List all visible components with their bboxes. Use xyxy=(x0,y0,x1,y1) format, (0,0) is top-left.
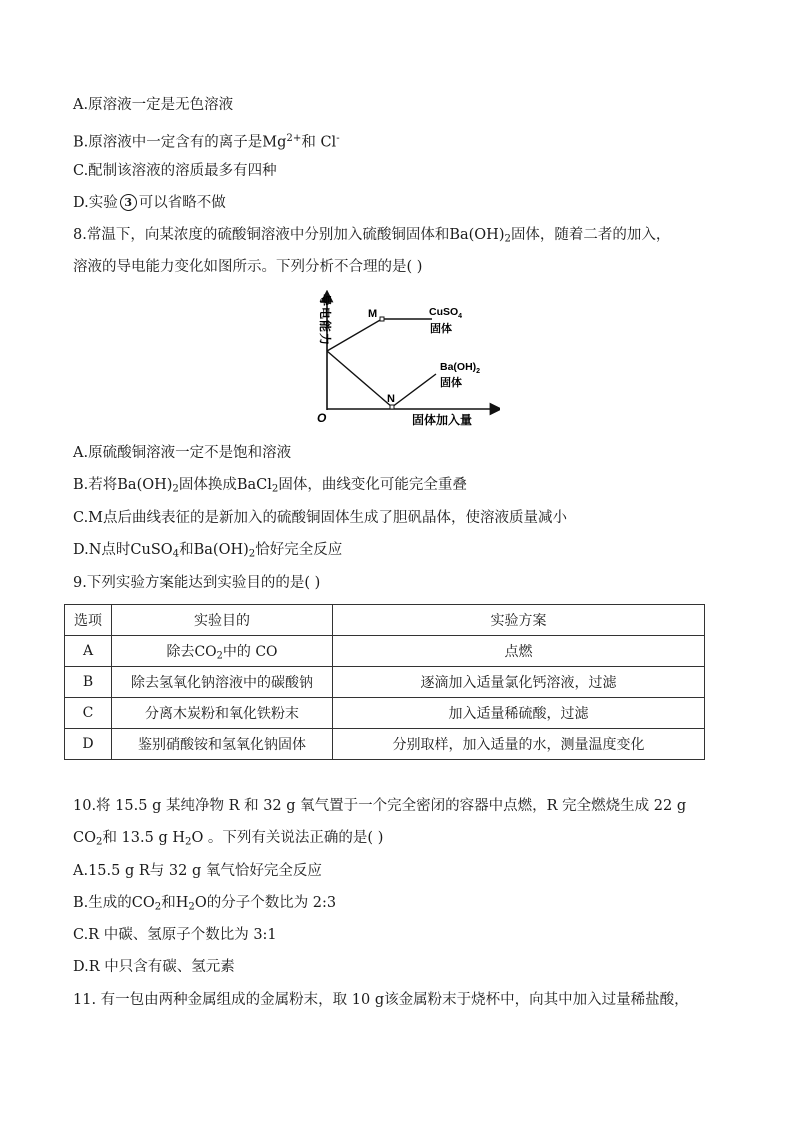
option-cell: A xyxy=(65,636,112,667)
q7-option-b xyxy=(73,129,340,153)
point-m-label: M xyxy=(368,308,378,320)
option-cell: D xyxy=(65,729,112,760)
subscript: 2 xyxy=(154,901,162,913)
q8-option-d-text-2: 和Ba(OH) xyxy=(179,542,249,558)
table-row xyxy=(65,729,705,760)
q8-stem-text-2: 固体，随着二者的加入， xyxy=(510,227,671,243)
baoh2-curve xyxy=(327,351,436,407)
q10-stem-line2 xyxy=(73,828,383,853)
q11-stem: 11. 有一包由两种金属组成的金属粉末，取 10 g该金属粉末于烧杯中，向其中加入过量稀盐酸， xyxy=(73,992,689,1008)
q8-option-b xyxy=(73,475,467,500)
q10-option-b-text: B.生成的CO xyxy=(73,895,155,911)
cuso4-formula: CuSO xyxy=(429,306,459,318)
subscript: 2 xyxy=(248,548,256,560)
plan-cell: 点燃 xyxy=(333,636,705,667)
q10-stem-text-2: 和 13.5 g H xyxy=(102,830,185,846)
goal-text: 除去CO xyxy=(166,643,217,660)
q8-option-b-text-3: 固体，曲线变化可能完全重叠 xyxy=(278,477,467,493)
q8-option-c: C.M点后曲线表征的是新加入的硫酸铜固体生成了胆矾晶体，使溶液质量减小 xyxy=(73,510,568,526)
q8-option-a: A.原硫酸铜溶液一定不是饱和溶液 xyxy=(73,445,292,461)
cuso4-subscript: 4 xyxy=(458,313,463,320)
q9-table xyxy=(64,604,705,760)
q10-stem-text-3: O 。下列有关说法正确的是( ) xyxy=(191,830,384,846)
table-row xyxy=(65,698,705,729)
q7-option-a: A.原溶液一定是无色溶液 xyxy=(73,97,234,113)
q10-option-c: C.R 中碳、氢原子个数比为 3:1 xyxy=(73,927,277,943)
q7-option-b-text-2: 和 Cl xyxy=(301,134,337,151)
point-n-label: N xyxy=(387,393,395,405)
subscript: 4 xyxy=(172,548,180,560)
subscript: 2 xyxy=(172,483,179,495)
superscript: - xyxy=(336,133,340,144)
goal-cell: 除去氢氧化钠溶液中的碳酸钠 xyxy=(112,667,333,698)
subscript: 2 xyxy=(504,233,511,245)
q10-option-d: D.R 中只含有碳、氢元素 xyxy=(73,959,235,975)
table-row xyxy=(65,667,705,698)
cuso4-solid-label: 固体 xyxy=(430,323,452,335)
baoh2-formula: Ba(OH) xyxy=(440,361,477,373)
point-m-marker xyxy=(380,317,384,321)
cuso4-label xyxy=(429,306,462,320)
subscript: 2 xyxy=(95,836,103,848)
q7-option-d xyxy=(73,193,226,213)
q8-option-d xyxy=(73,540,342,565)
y-axis-label: 导电能力 xyxy=(318,294,332,347)
q8-conductivity-graph xyxy=(300,290,500,430)
subscript: 2 xyxy=(271,483,279,495)
goal-cell xyxy=(112,636,333,667)
q8-stem-text: 8.常温下，向某浓度的硫酸铜溶液中分别加入硫酸铜固体和Ba(OH) xyxy=(73,227,505,243)
option-cell: C xyxy=(65,698,112,729)
q10-option-b-text-3: O的分子个数比为 2:3 xyxy=(194,895,337,911)
subscript: 2 xyxy=(216,650,223,662)
goal-text-2: 中的 CO xyxy=(222,643,278,660)
q9-stem: 9.下列实验方案能达到实验目的的是( ) xyxy=(73,575,321,591)
superscript: 2+ xyxy=(286,133,302,144)
q8-option-b-text-2: 固体换成BaCl xyxy=(178,477,272,493)
q7-option-b-text: B.原溶液中一定含有的离子是Mg xyxy=(73,134,287,151)
baoh2-solid-label: 固体 xyxy=(440,377,462,389)
cuso4-curve xyxy=(327,319,432,351)
baoh2-subscript: 2 xyxy=(476,368,481,375)
q10-option-b xyxy=(73,893,336,918)
circled-number-3: 3 xyxy=(120,194,137,211)
q8-stem-line2: 溶液的导电能力变化如图所示。下列分析不合理的是( ) xyxy=(73,259,423,275)
q7-option-c: C.配制该溶液的溶质最多有四种 xyxy=(73,163,277,179)
q8-stem-line1 xyxy=(73,225,670,250)
table-row xyxy=(65,636,705,667)
subscript: 2 xyxy=(188,901,195,913)
point-n-marker xyxy=(390,405,394,409)
q7-option-d-text: D.实验 xyxy=(73,195,118,211)
q10-option-b-text-2: 和H xyxy=(161,895,189,911)
option-cell: B xyxy=(65,667,112,698)
q8-option-b-text: B.若将Ba(OH) xyxy=(73,477,173,493)
subscript: 2 xyxy=(184,836,192,848)
q7-option-d-text-2: 可以省略不做 xyxy=(138,195,226,211)
plan-cell: 分别取样，加入适量的水，测量温度变化 xyxy=(333,729,705,760)
q10-stem-line1: 10.将 15.5 g 某纯净物 R 和 32 g 氧气置于一个完全密闭的容器中点燃，R 完全燃烧生成 22 g xyxy=(73,798,687,814)
header-plan: 实验方案 xyxy=(333,605,705,636)
q8-option-d-text-3: 恰好完全反应 xyxy=(255,542,343,558)
header-option: 选项 xyxy=(65,605,112,636)
x-axis-label: 固体加入量 xyxy=(412,413,473,427)
header-goal: 实验目的 xyxy=(112,605,333,636)
baoh2-label xyxy=(440,361,480,375)
q10-stem-text: CO xyxy=(73,830,96,846)
plan-cell: 加入适量稀硫酸，过滤 xyxy=(333,698,705,729)
q8-option-d-text: D.N点时CuSO xyxy=(73,542,173,558)
plan-cell: 逐滴加入适量氯化钙溶液，过滤 xyxy=(333,667,705,698)
origin-label: O xyxy=(317,411,327,425)
q10-option-a: A.15.5 g R与 32 g 氧气恰好完全反应 xyxy=(73,863,322,879)
table-header-row xyxy=(65,605,705,636)
goal-cell: 鉴别硝酸铵和氢氧化钠固体 xyxy=(112,729,333,760)
goal-cell: 分离木炭粉和氧化铁粉末 xyxy=(112,698,333,729)
